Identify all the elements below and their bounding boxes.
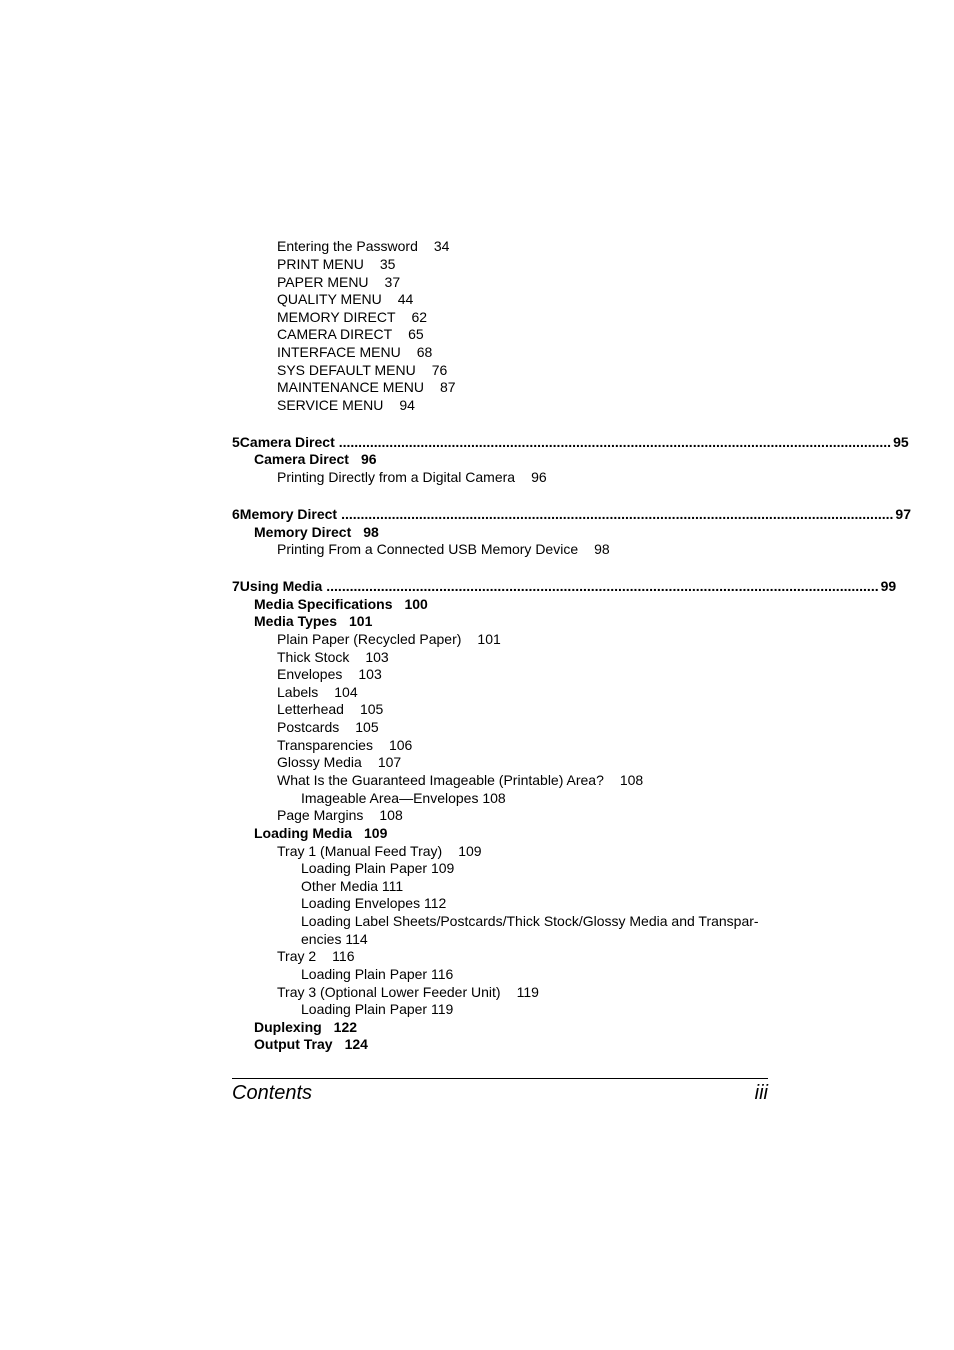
- entry-page: 103: [365, 649, 389, 665]
- dot-leader: ..............................................................................................................................................: [326, 578, 879, 594]
- entry-title: Tray 1 (Manual Feed Tray): [277, 843, 443, 859]
- entry-page: 44: [397, 291, 414, 307]
- section-title: Camera Direct: [254, 451, 349, 467]
- toc-section: [254, 1036, 368, 1053]
- toc-subentry: encies 114: [301, 931, 368, 947]
- toc-entry: [277, 541, 610, 558]
- toc-entry: [277, 684, 358, 701]
- toc-subentry: Imageable Area—Envelopes 108: [301, 790, 506, 806]
- toc-entry: [277, 649, 389, 666]
- entry-title: Printing Directly from a Digital Camera: [277, 469, 516, 485]
- entry-page: 108: [379, 807, 403, 823]
- entry-page: 104: [334, 684, 358, 700]
- toc-entry: [277, 754, 401, 771]
- entry-title: Tray 2: [277, 948, 317, 964]
- entry-title: Envelopes: [277, 666, 343, 682]
- entry-title: Printing From a Connected USB Memory Device: [277, 541, 579, 557]
- entry-page: 119: [516, 984, 539, 1000]
- toc-section: [254, 1019, 357, 1036]
- section-page: 96: [360, 451, 377, 467]
- toc-entry: [277, 362, 447, 379]
- entry-title: Thick Stock: [277, 649, 350, 665]
- toc-entry: [277, 948, 354, 965]
- entry-title: SYS DEFAULT MENU: [277, 362, 416, 378]
- entry-title: INTERFACE MENU: [277, 344, 401, 360]
- toc-entry: [277, 666, 382, 683]
- chapter-page: 97: [895, 506, 911, 522]
- entry-title: MAINTENANCE MENU: [277, 379, 425, 395]
- entry-page: 107: [377, 754, 402, 770]
- entry-page: 105: [355, 719, 379, 735]
- toc-entry: [277, 238, 449, 255]
- chapter-page: 99: [880, 578, 897, 594]
- section-title: Media Types: [254, 613, 337, 629]
- entry-page: 37: [384, 274, 401, 290]
- toc-entry: [277, 843, 482, 860]
- toc-entry: [277, 379, 456, 396]
- section-title: Media Specifications: [254, 596, 393, 612]
- chapter-page: 95: [893, 434, 909, 450]
- section-page: 109: [364, 825, 388, 841]
- entry-title: PAPER MENU: [277, 274, 369, 290]
- footer-page-number: iii: [754, 1082, 768, 1104]
- chapter-number: 5: [232, 434, 240, 450]
- entry-title: Entering the Password: [277, 238, 418, 254]
- toc-section: [254, 596, 428, 613]
- entry-page: 108: [619, 772, 644, 788]
- entry-title: SERVICE MENU: [277, 397, 384, 413]
- toc-entry: [277, 309, 427, 326]
- toc-subentry: Loading Plain Paper 119: [301, 1001, 454, 1017]
- toc-entry: [277, 701, 383, 718]
- entry-page: 65: [408, 326, 424, 342]
- entry-page: 76: [431, 362, 448, 378]
- entry-title: Plain Paper (Recycled Paper): [277, 631, 462, 647]
- toc-entry: [277, 326, 424, 343]
- footer-rule: [232, 1078, 768, 1079]
- entry-page: 98: [594, 541, 610, 557]
- entry-page: 106: [388, 737, 413, 753]
- entry-page: 109: [458, 843, 482, 859]
- toc-subentry: Loading Plain Paper 109: [301, 860, 455, 876]
- entry-title: Page Margins: [277, 807, 364, 823]
- section-title: Memory Direct: [254, 524, 352, 540]
- chapter-title: Using Media: [239, 578, 323, 594]
- entry-page: 35: [379, 256, 396, 272]
- entry-page: 34: [433, 238, 450, 254]
- toc-entry: [277, 807, 403, 824]
- toc-subentry: Other Media 111: [301, 878, 404, 894]
- entry-page: 116: [332, 948, 355, 964]
- toc-entry: [277, 397, 415, 414]
- toc-subentry: Loading Label Sheets/Postcards/Thick Stock/Glossy Media and Transpar-: [301, 913, 759, 929]
- chapter-title: Memory Direct: [239, 506, 338, 522]
- toc-entry: [277, 772, 643, 789]
- toc-entry: [277, 344, 432, 361]
- chapter-number: 6: [232, 506, 240, 522]
- toc-entry: [277, 274, 400, 291]
- entry-title: Glossy Media: [277, 754, 362, 770]
- entry-page: 94: [399, 397, 415, 413]
- entry-title: Labels: [277, 684, 319, 700]
- toc-subentry: Loading Plain Paper 116: [301, 966, 454, 982]
- section-title: Output Tray: [254, 1036, 333, 1052]
- toc-entry: [277, 737, 412, 754]
- toc-subentry: Loading Envelopes 112: [301, 895, 447, 911]
- entry-page: 105: [359, 701, 384, 717]
- dot-leader: ..............................................................................................................................................: [338, 434, 892, 450]
- entry-title: Postcards: [277, 719, 340, 735]
- entry-title: Letterhead: [277, 701, 344, 717]
- chapter-heading: [232, 434, 909, 451]
- toc-section: [254, 825, 387, 842]
- section-page: 122: [333, 1019, 358, 1035]
- toc-entry: [277, 291, 413, 308]
- toc-entry: [277, 719, 379, 736]
- entry-page: 103: [358, 666, 382, 682]
- entry-page: 96: [531, 469, 547, 485]
- toc-entry: [277, 631, 501, 648]
- chapter-heading: [232, 506, 911, 523]
- toc-section: [254, 613, 372, 630]
- entry-title: Transparencies: [277, 737, 373, 753]
- entry-title: MEMORY DIRECT: [277, 309, 396, 325]
- toc-section: [254, 451, 377, 468]
- toc-section: [254, 524, 379, 541]
- section-title: Duplexing: [254, 1019, 322, 1035]
- entry-page: 62: [411, 309, 428, 325]
- chapter-heading: [232, 578, 897, 595]
- section-page: 124: [344, 1036, 368, 1052]
- section-title: Loading Media: [254, 825, 352, 841]
- toc-entry: [277, 256, 395, 273]
- entry-title: PRINT MENU: [277, 256, 364, 272]
- entry-page: 87: [440, 379, 456, 395]
- chapter-number: 7: [232, 578, 240, 594]
- toc-entry: [277, 984, 539, 1001]
- footer-title: Contents: [232, 1082, 313, 1104]
- entry-page: 101: [477, 631, 501, 647]
- entry-title: What Is the Guaranteed Imageable (Printable) Area?: [277, 772, 604, 788]
- toc-entry: [277, 469, 547, 486]
- entry-title: Tray 3 (Optional Lower Feeder Unit): [277, 984, 501, 1000]
- entry-title: QUALITY MENU: [277, 291, 382, 307]
- dot-leader: ..............................................................................................................................................: [341, 506, 894, 522]
- entry-title: CAMERA DIRECT: [277, 326, 393, 342]
- entry-page: 68: [416, 344, 433, 360]
- chapter-title: Camera Direct: [239, 434, 335, 450]
- section-page: 98: [363, 524, 379, 540]
- section-page: 100: [404, 596, 428, 612]
- section-page: 101: [349, 613, 373, 629]
